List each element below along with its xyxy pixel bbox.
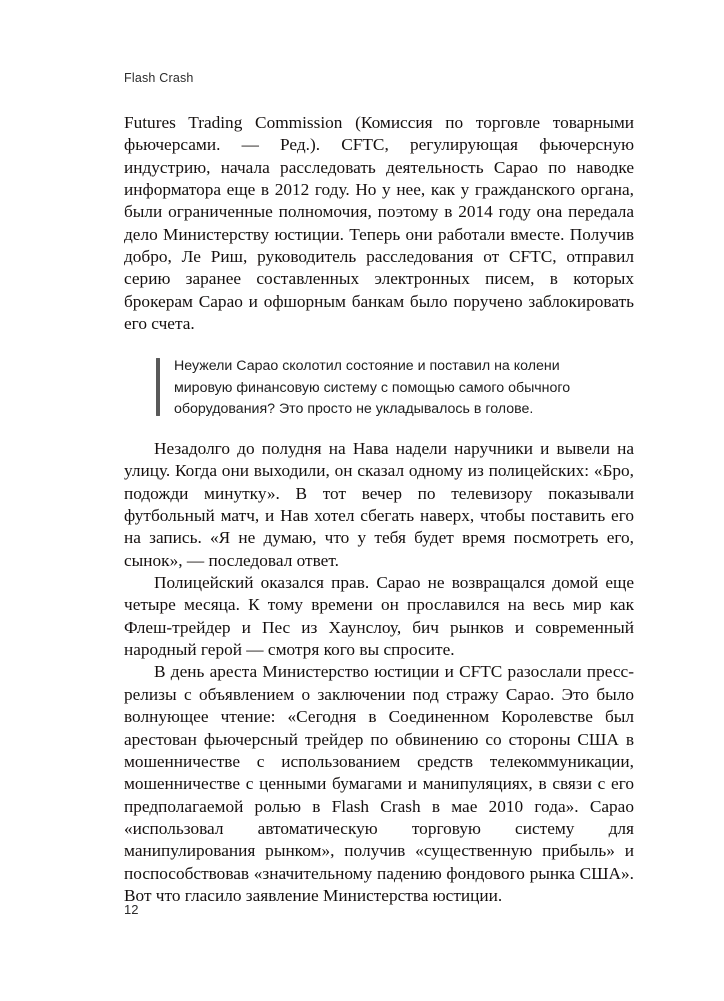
paragraph-cftc-investigation: Futures Trading Commission (Комиссия по торговле товарными фьючерсами. — Ред.). CFTC, регулирующая фьючерсную индустрию, начала расследовать деятельность Сарао по наводке информатора еще в 2012 году. Но у нее, как у гражданского органа, были ограниченные полномочия, поэтому в 2014 году она передала дело Министерству юстиции. Теперь они работали вместе. Получив добро, Ле Риш, руководитель расследования от CFTC, отправил серию заранее составленных электронных писем, в которых брокерам Сарао и офшорным банкам было поручено заблокировать его счета. [124,113,634,334]
page-number: 12 [124,902,139,917]
paragraph-policeman-right: Полицейский оказался прав. Сарао не возвращался домой еще четыре месяца. К тому времени он прославился на весь мир как Флеш-трейдер и Пес из Хаунслоу, бич рынков и современный народный герой — смотря кого вы спросите. [124,573,634,660]
running-head: Flash Crash [124,71,194,85]
text-column [124,112,634,907]
pullquote-text: Неужели Сарао сколотил состояние и поставил на колени мировую финансовую систему с помощью самого обычного оборудования? Это просто не укладывалось в голове. [174,358,571,417]
pullquote-rule-icon [156,358,160,416]
paragraph-handcuffs: Незадолго до полудня на Нава надели наручники и вывели на улицу. Когда они выходили, он сказал одному из полицейских: «Бро, подожди минутку». В тот вечер по телевизору показывали футбольный матч, и Нав хотел сбегать наверх, чтобы поставить его на запись. «Я не думаю, что у тебя будет время посмотреть его, сынок», — последовал ответ. [124,439,634,570]
pullquote [124,356,634,420]
paragraph-press-release: В день ареста Министерство юстиции и CFTC разослали пресс-релизы с объявлением о заключении под стражу Сарао. Это было волнующее чтение: «Сегодня в Соединенном Королевстве был арестован фьючерсный трейдер по обвинению со стороны США в мошенничестве с использованием средств телекоммуникации, мошенничестве с ценными бумагами и манипуляциях, в связи с его предполагаемой ролью в Flash Crash в мае 2010 года». Сарао «использовал автоматическую торговую систему для манипулирования рынком», получив «существенную прибыль» и поспособствовав «значительному падению фондового рынка США». Вот что гласило заявление Министерства юстиции. [124,662,634,905]
